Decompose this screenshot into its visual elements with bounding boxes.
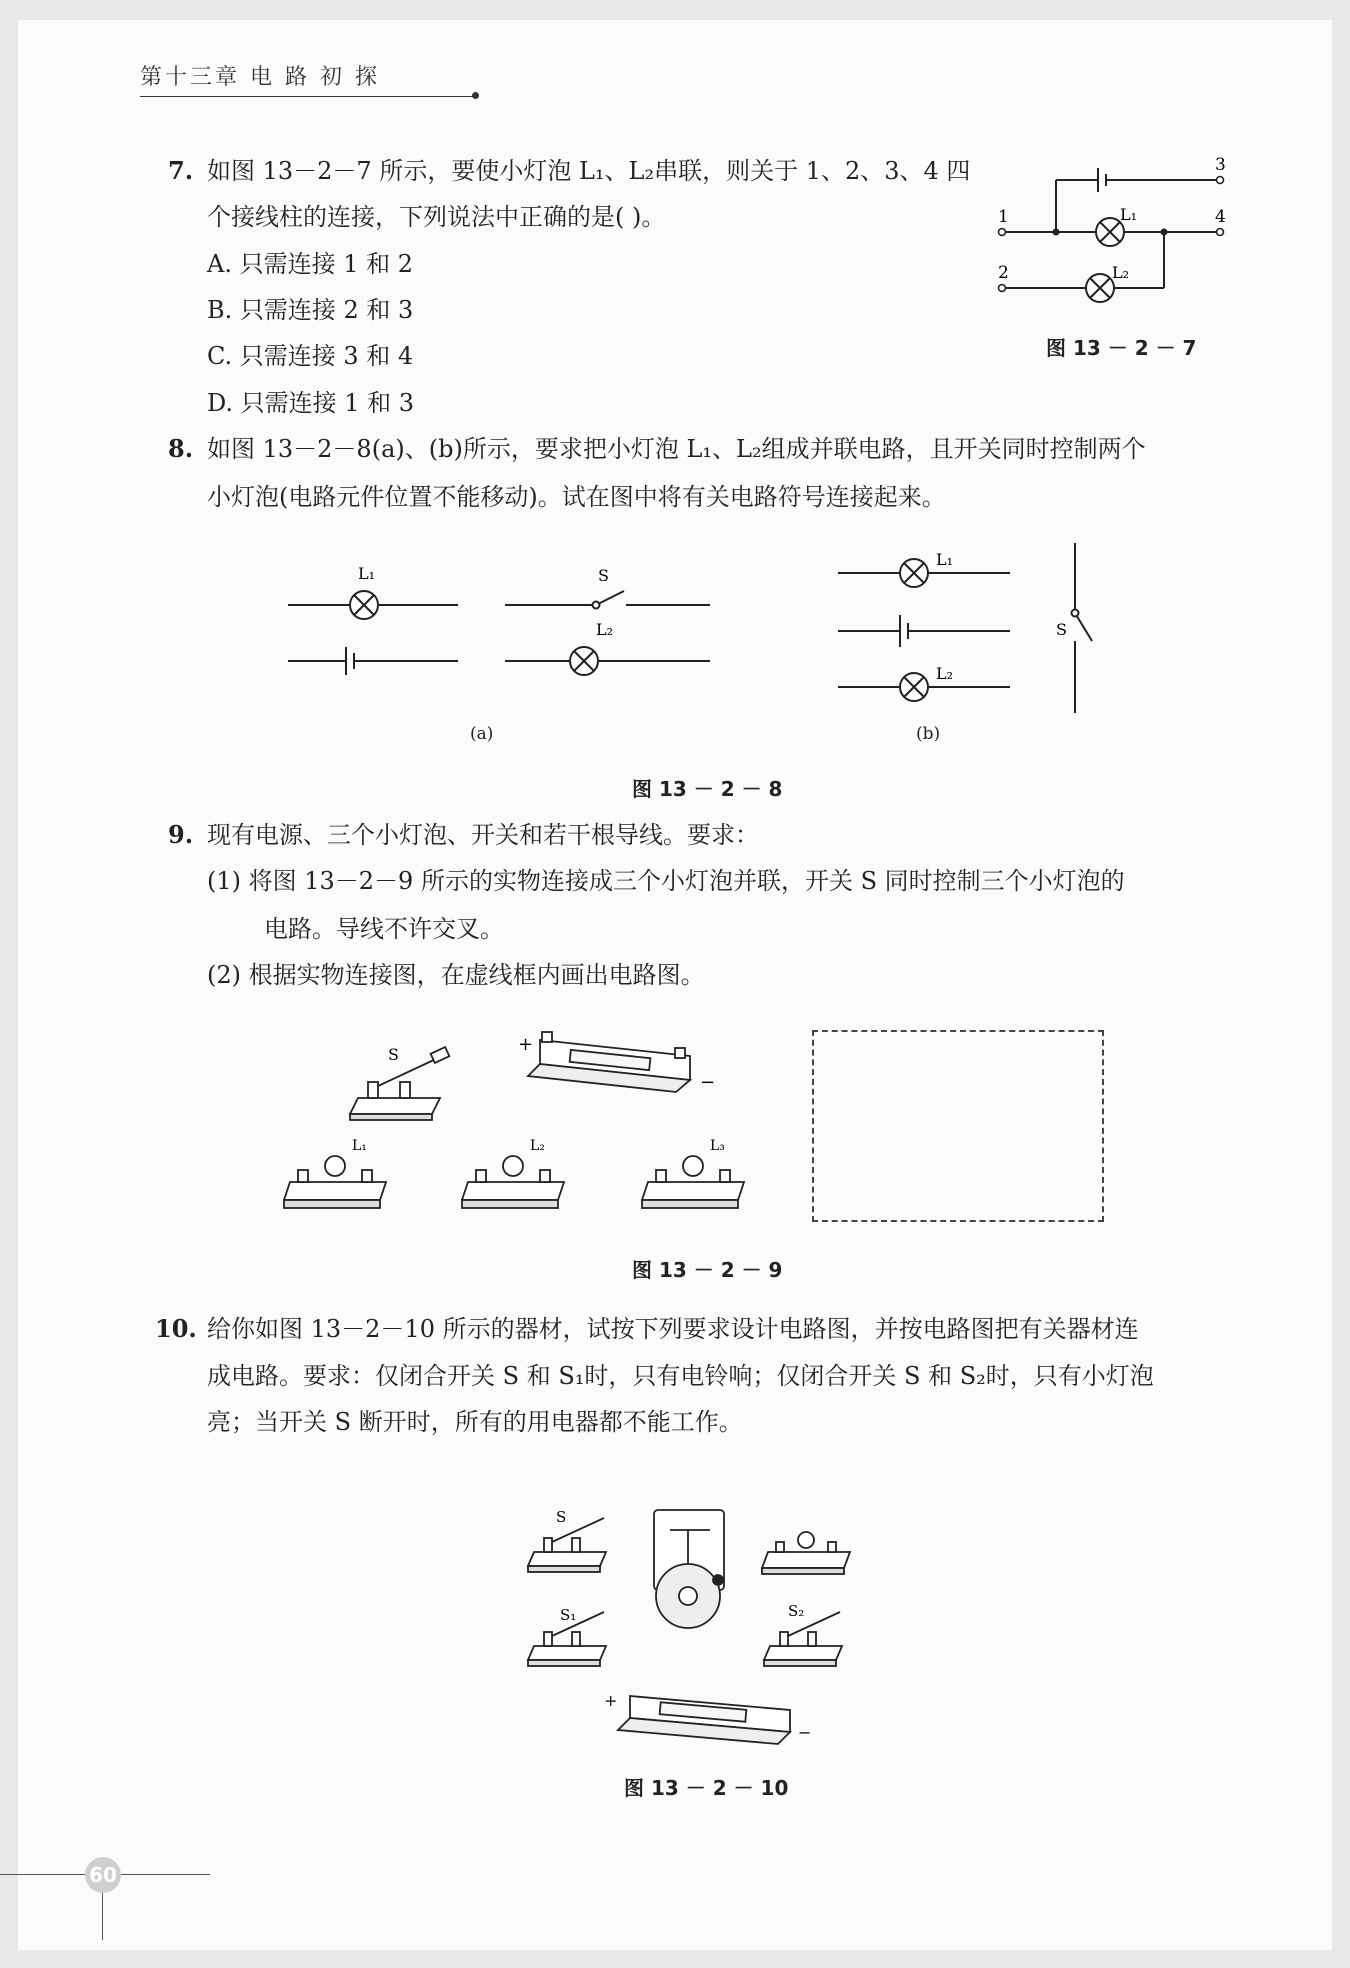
q7-option-b: B. 只需连接 2 和 3: [207, 296, 414, 324]
fig10-label-s2: S₂: [788, 1602, 805, 1620]
fig8b-label-s: S: [1056, 620, 1067, 639]
fig7-terminal-3: 3: [1215, 155, 1226, 175]
q9-item1-line1: (1) 将图 13－2－9 所示的实物连接成三个小灯泡并联，开关 S 同时控制三个小灯泡的: [207, 867, 1125, 895]
q8-line2: 小灯泡(电路元件位置不能移动)。试在图中将有关电路符号连接起来。: [207, 483, 946, 511]
fig7-terminal-4: 4: [1215, 207, 1226, 227]
fig9-label-l3: L₃: [710, 1138, 725, 1154]
fig10-label-s1: S₁: [560, 1606, 577, 1624]
fig10-switch-s2: [764, 1612, 842, 1666]
q7-line2: 个接线柱的连接，下列说法中正确的是( )。: [207, 203, 666, 231]
chapter-header: 第十三章 电 路 初 探: [140, 65, 380, 90]
q7-option-a: A. 只需连接 1 和 2: [207, 250, 414, 278]
fig10-battery-box: [618, 1696, 790, 1744]
fig8a-label-l2: L₂: [596, 620, 614, 639]
q7-line1: 如图 13－2－7 所示，要使小灯泡 L₁、L₂串联，则关于 1、2、3、4 四: [207, 157, 971, 185]
fig9-bulb-holder-l1: [284, 1156, 386, 1208]
q10-line1: 给你如图 13－2－10 所示的器材，试按下列要求设计电路图，并按电路图把有关器材连: [207, 1315, 1139, 1343]
figure-8-sublabel-b: (b): [916, 724, 941, 744]
figure-13-2-10-components: [520, 1500, 870, 1750]
q10-number: 10.: [155, 1314, 197, 1343]
fig9-bulb-holder-l3: [642, 1156, 744, 1208]
figure-13-2-10-caption: 图 13 － 2 － 10: [624, 1776, 789, 1800]
q9-item1-line2: 电路。导线不许交叉。: [264, 915, 504, 943]
figure-13-2-7-circuit: [990, 150, 1240, 310]
q8-number: 8.: [168, 434, 194, 463]
figure-13-2-7-caption: 图 13 － 2 － 7: [1046, 336, 1197, 360]
fig9-label-l2: L₂: [530, 1138, 545, 1154]
fig7-terminal-1: 1: [998, 207, 1009, 227]
q7-number: 7.: [168, 156, 194, 185]
fig9-bulb-holder-l2: [462, 1156, 564, 1208]
fig8b-label-l1: L₁: [936, 550, 954, 569]
figure-13-2-9-caption: 图 13 － 2 － 9: [632, 1258, 783, 1282]
q9-number: 9.: [168, 820, 194, 849]
figure-13-2-9-components: [280, 1020, 780, 1230]
page-number: 60: [85, 1857, 121, 1893]
figure-8-sublabel-a: (a): [470, 724, 494, 744]
fig10-switch-s: [528, 1518, 606, 1572]
fig9-battery-box: [528, 1032, 690, 1092]
header-dot: [472, 92, 479, 99]
q8-line1: 如图 13－2－8(a)、(b)所示，要求把小灯泡 L₁、L₂组成并联电路，且开关同时控制两个: [207, 435, 1146, 463]
q10-line3: 亮；当开关 S 断开时，所有的用电器都不能工作。: [207, 1408, 743, 1436]
fig9-label-l1: L₁: [352, 1138, 367, 1154]
fig7-label-l1: L₁: [1120, 205, 1138, 224]
header-rule: [140, 96, 476, 97]
fig10-label-s: S: [556, 1508, 567, 1526]
fig8b-label-l2: L₂: [936, 664, 954, 683]
fig8a-label-s: S: [598, 566, 609, 585]
fig7-terminal-2: 2: [998, 263, 1009, 283]
fig9-label-plus: +: [518, 1034, 534, 1055]
fig9-label-minus: −: [700, 1072, 716, 1093]
fig10-electric-bell: [654, 1510, 724, 1628]
fig8a-label-l1: L₁: [358, 564, 376, 583]
fig10-label-minus: −: [798, 1723, 812, 1742]
fig9-knife-switch: [350, 1047, 449, 1120]
fig10-label-plus: +: [604, 1691, 618, 1710]
fig9-label-s: S: [388, 1045, 399, 1064]
figure-13-2-8b-components: [830, 535, 1100, 715]
q9-item2: (2) 根据实物连接图，在虚线框内画出电路图。: [207, 961, 705, 989]
q7-option-d: D. 只需连接 1 和 3: [207, 389, 415, 417]
q10-line2: 成电路。要求：仅闭合开关 S 和 S₁时，只有电铃响；仅闭合开关 S 和 S₂时，只有小灯泡: [207, 1362, 1154, 1390]
fig10-bulb-holder: [762, 1532, 850, 1574]
answer-box-dashed[interactable]: [812, 1030, 1104, 1222]
figure-13-2-8-caption: 图 13 － 2 － 8: [632, 777, 783, 801]
q9-line1: 现有电源、三个小灯泡、开关和若干根导线。要求：: [207, 821, 759, 849]
q7-option-c: C. 只需连接 3 和 4: [207, 342, 414, 370]
fig7-label-l2: L₂: [1112, 263, 1130, 282]
figure-13-2-8a-components: [280, 555, 720, 685]
